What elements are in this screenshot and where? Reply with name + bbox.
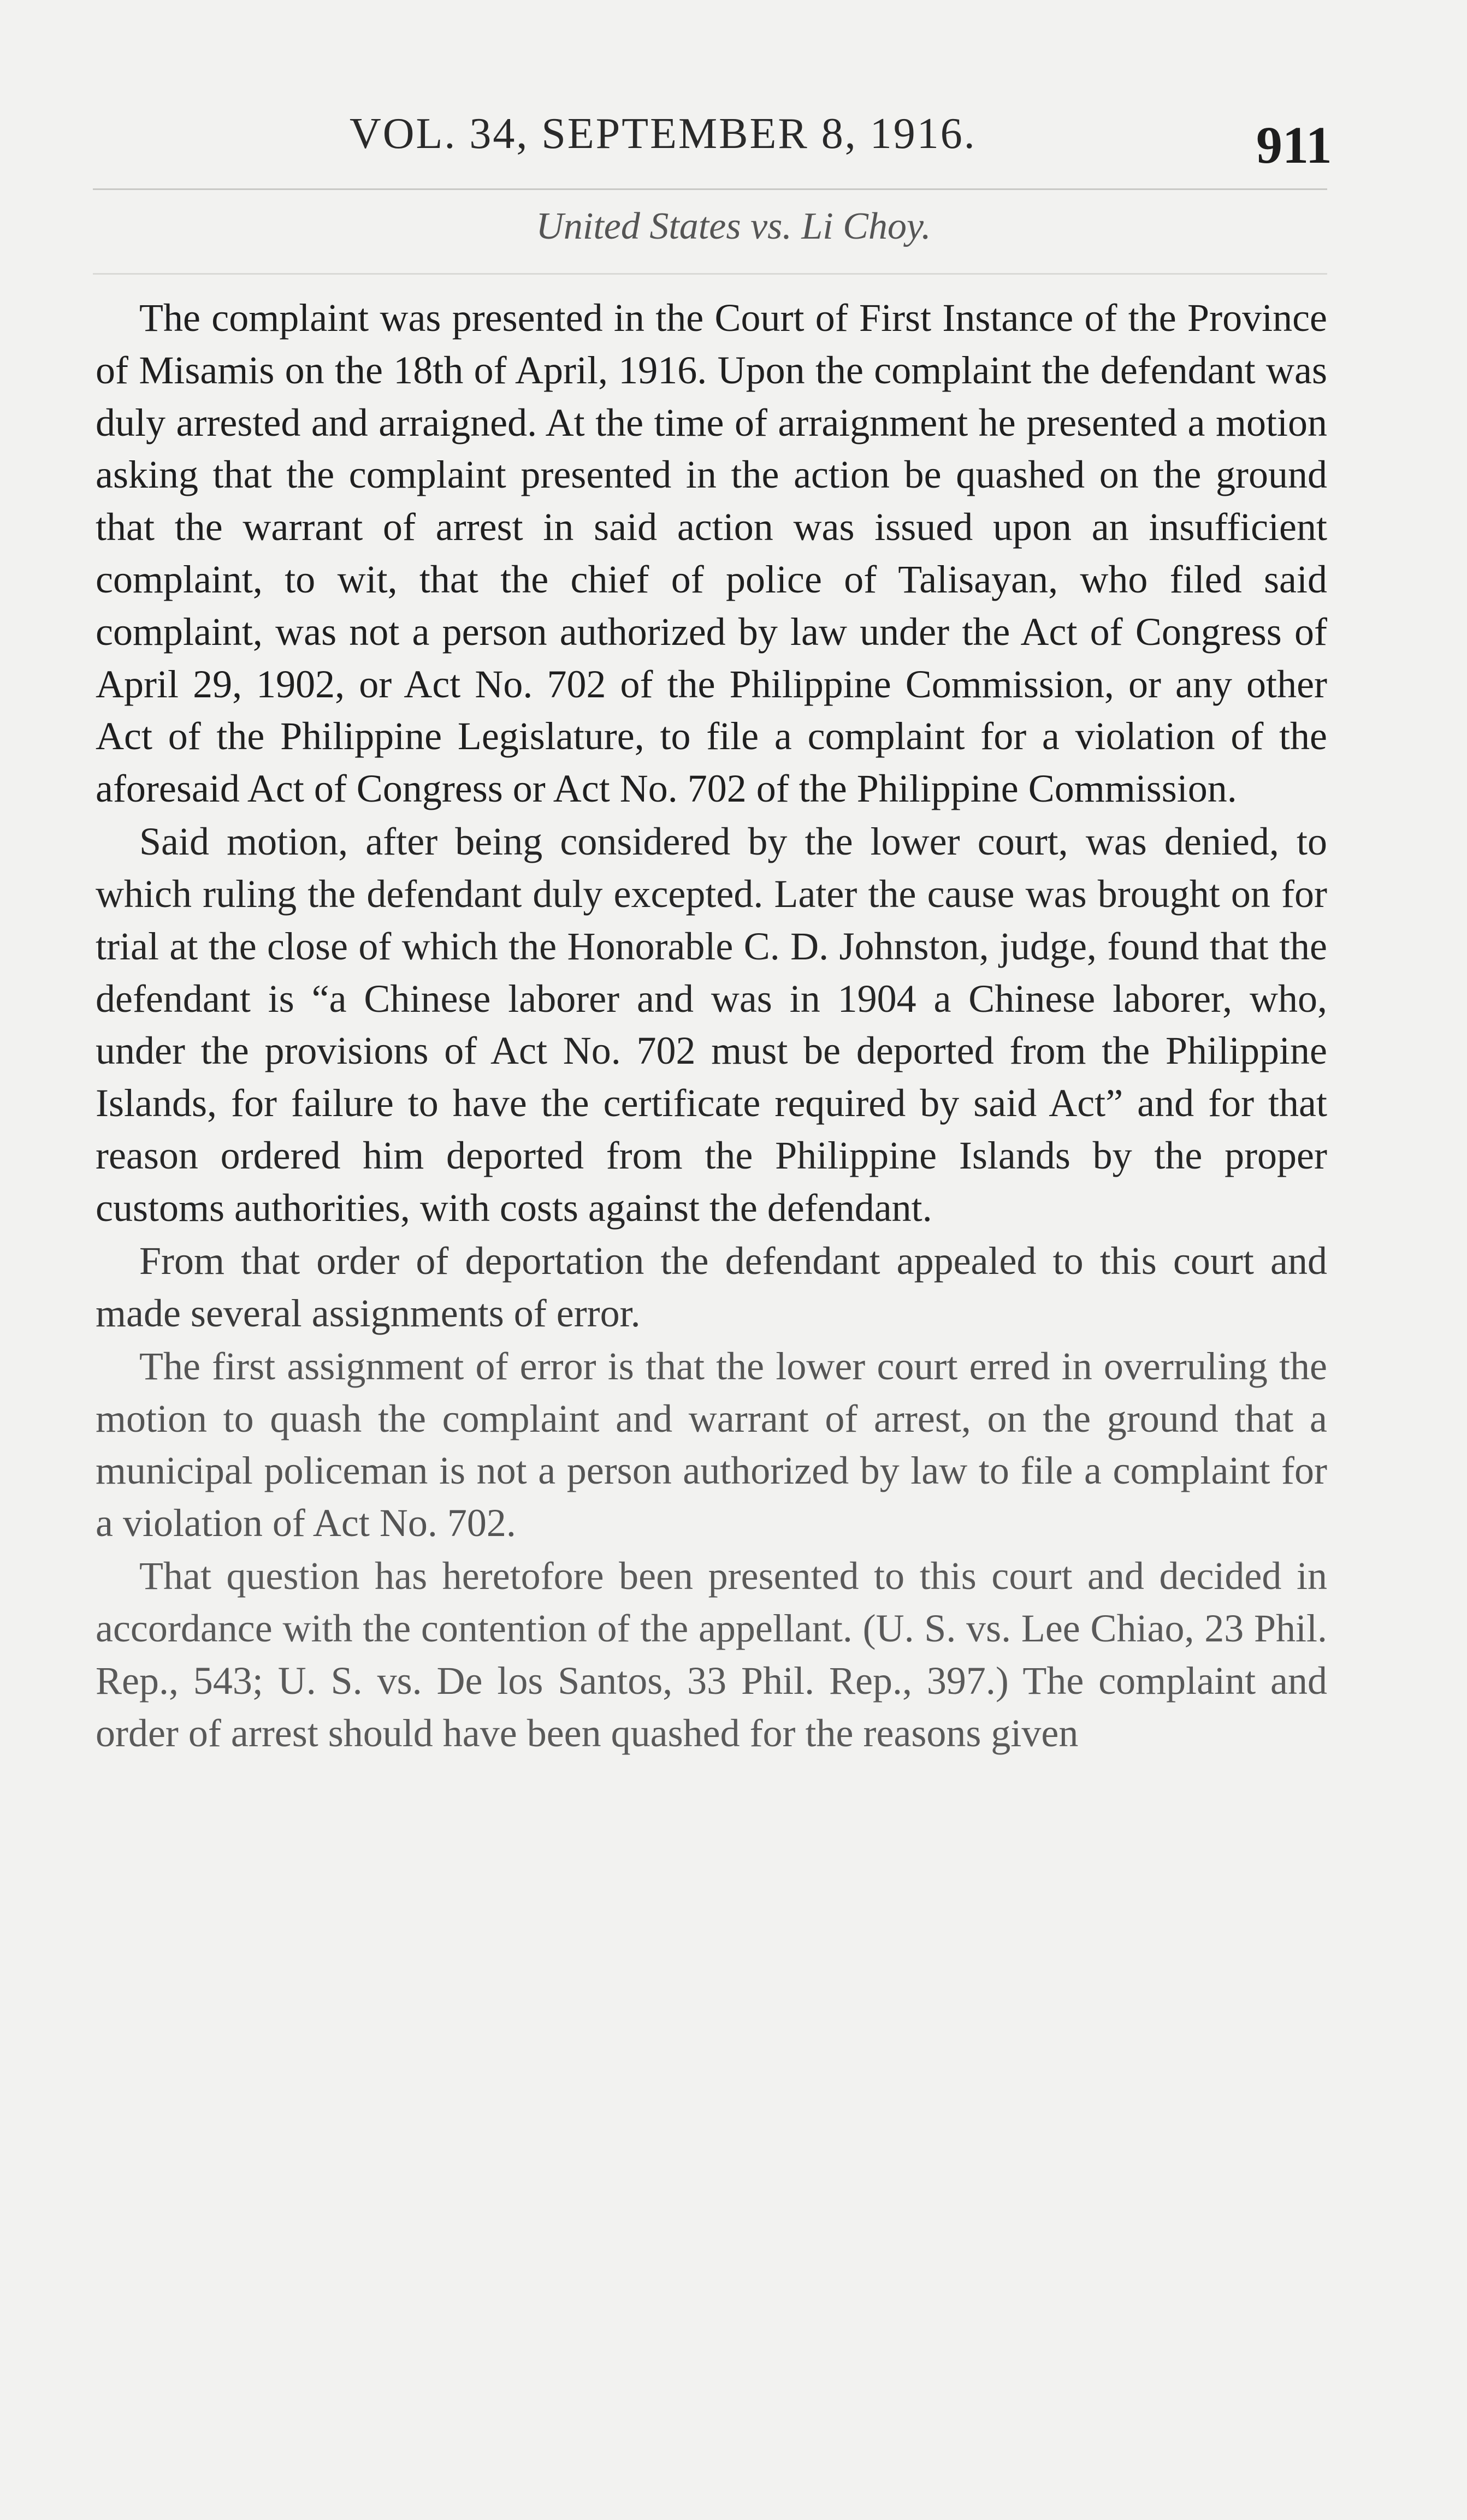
paragraph: That question has heretofore been presented to this court and decided in accordance with the contention of the appellant. (U. S. vs. Lee Chiao, 23 Phil. Rep., 543; U. S. vs. De los Santos, 33 Phil. Rep., 397.) The complaint and order of arrest should have been quashed for the reasons given bbox=[96, 1554, 1327, 1755]
volume-date-header: VOL. 34, SEPTEMBER 8, 1916. bbox=[350, 110, 977, 158]
paragraph: The first assignment of error is that the lower court erred in overruling the motion to quash the complaint and warrant of arrest, on the ground that a municipal policeman is not a person authorized by law to file a complaint for a violation of Act No. 702. bbox=[96, 1344, 1327, 1545]
subheader-rule bbox=[93, 273, 1327, 275]
paragraph: From that order of deportation the defendant appealed to this court and made several assignments of error. bbox=[96, 1238, 1327, 1335]
case-title: United States vs. Li Choy. bbox=[536, 205, 931, 247]
body-text bbox=[96, 292, 1327, 1760]
page-number: 911 bbox=[1256, 116, 1332, 174]
paragraph: Said motion, after being considered by the lower court, was denied, to which ruling the defendant duly excepted. Later the cause was brought on for trial at the close of which the Honorable C. D. Johnston, judge, found that the defendant is “a Chinese laborer and was in 1904 a Chinese laborer, who, under the provisions of Act No. 702 must be deported from the Philippine Islands, for failure to have the certificate required by said Act” and for that reason ordered him deported from the Philippine Islands by the proper customs authorities, with costs against the defendant. bbox=[96, 820, 1327, 1230]
paragraph: The complaint was presented in the Court of First Instance of the Province of Misamis on the 18th of April, 1916. Upon the complaint the defendant was duly arrested and arraigned. At the time of arraignment he presented a motion asking that the complaint presented in the action be quashed on the ground that the warrant of arrest in said action was issued upon an insufficient complaint, to wit, that the chief of police of Talisayan, who filed said complaint, was not a person authorized by law under the Act of Congress of April 29, 1902, or Act No. 702 of the Philippine Commission, or any other Act of the Philippine Legislature, to file a complaint for a violation of the aforesaid Act of Congress or Act No. 702 of the Philippine Commission. bbox=[96, 296, 1327, 811]
header-rule bbox=[93, 188, 1327, 190]
